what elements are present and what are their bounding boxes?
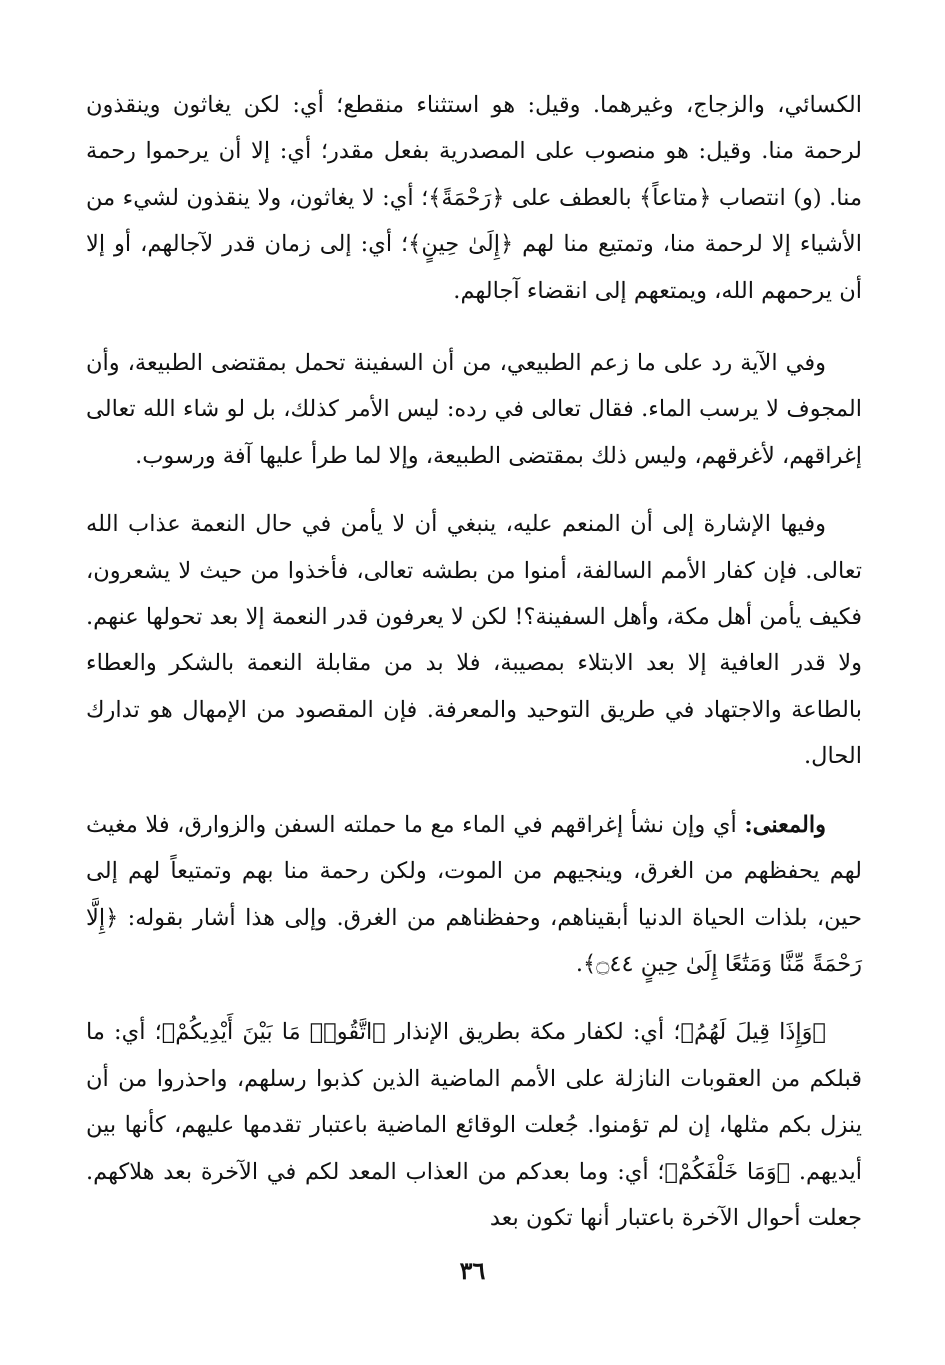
paragraph-4-text: أي وإن نشأ إغراقهم في الماء مع ما حملته السفن والزوارق، فلا مغيث لهم يحفظهم من الغرق، وينجيهم من الموت، ولكن رحمة منا بهم وتمتيعاً لهم إلى حين، بلذات الحياة الدنيا أبقيناهم، وحفظناهم من الغرق. وإلى هذا أشار بقوله: ﴿إِلَّا رَحْمَةً مِّنَّا وَمَتَٰعًا إِلَىٰ حِينٍ ۝٤٤﴾.	[86, 811, 862, 977]
lead-term: والمعنى:	[744, 811, 826, 838]
paragraph-2	[86, 340, 862, 479]
page-body	[86, 82, 862, 1263]
paragraph-5-text: ﴿وَإِذَا قِيلَ لَهُمُ﴾؛ أي: لكفار مكة بطريق الإنذار ﴿اتَّقُوا۟ مَا بَيْنَ أَيْدِيكُمْ﴾؛ أي: ما قبلكم من العقوبات النازلة على الأمم الماضية الذين كذبوا رسلهم، واحذروا من أن ينزل بكم مثلها، إن لم تؤمنوا. جُعلت الوقائع الماضية باعتبار تقدمها عليهم، كأنها بين أيديهم. ﴿وَمَا خَلْفَكُمْ﴾؛ أي: وما بعدكم من العذاب المعد لكم في الآخرة بعد هلاكهم. جعلت أحوال الآخرة باعتبار أنها تكون بعد	[86, 1019, 862, 1231]
page-number: ٣٦	[459, 1256, 486, 1285]
paragraph-3	[86, 501, 862, 779]
paragraph-4	[86, 802, 862, 988]
paragraph-5	[86, 1009, 862, 1241]
paragraph-1-text: الكسائي، والزجاج، وغيرهما. وقيل: هو استثناء منقطع؛ أي: لكن يغاثون وينقذون لرحمة منا. وقيل: هو منصوب على المصدرية بفعل مقدر؛ أي: إلا أن يرحموا رحمة منا. (و) انتصاب ﴿متاعاً﴾ بالعطف على ﴿رَحْمَةً﴾؛ أي: لا يغاثون، ولا ينقذون لشيء من الأشياء إلا لرحمة منا، وتمتيع منا لهم ﴿إِلَىٰ حِينٍ﴾؛ أي: إلى زمان قدر لآجالهم، أو إلا أن يرحمهم الله، ويمتعهم إلى انقضاء آجالهم.	[86, 92, 862, 304]
paragraph-1	[86, 82, 862, 314]
paragraph-2-text: وفي الآية رد على ما زعم الطبيعي، من أن السفينة تحمل بمقتضى الطبيعة، وأن المجوف لا يرسب الماء. فقال تعالى في رده: ليس الأمر كذلك، بل لو شاء الله تعالى إغراقهم، لأغرقهم، وليس ذلك بمقتضى الطبيعة، وإلا لما طرأ عليها آفة ورسوب.	[86, 350, 862, 469]
paragraph-3-text: وفيها الإشارة إلى أن المنعم عليه، ينبغي أن لا يأمن في حال النعمة عذاب الله تعالى. فإن كفار الأمم السالفة، أمنوا من بطشه تعالى، فأخذوا من حيث لا يشعرون، فكيف يأمن أهل مكة، وأهل السفينة؟! لكن لا يعرفون قدر النعمة إلا بعد تحولها عنهم. ولا قدر العافية إلا بعد الابتلاء بمصيبة، فلا بد من مقابلة النعمة بالشكر والعطاء بالطاعة والاجتهاد في طريق التوحيد والمعرفة. فإن المقصود من الإمهال هو تدارك الحال.	[86, 511, 862, 770]
